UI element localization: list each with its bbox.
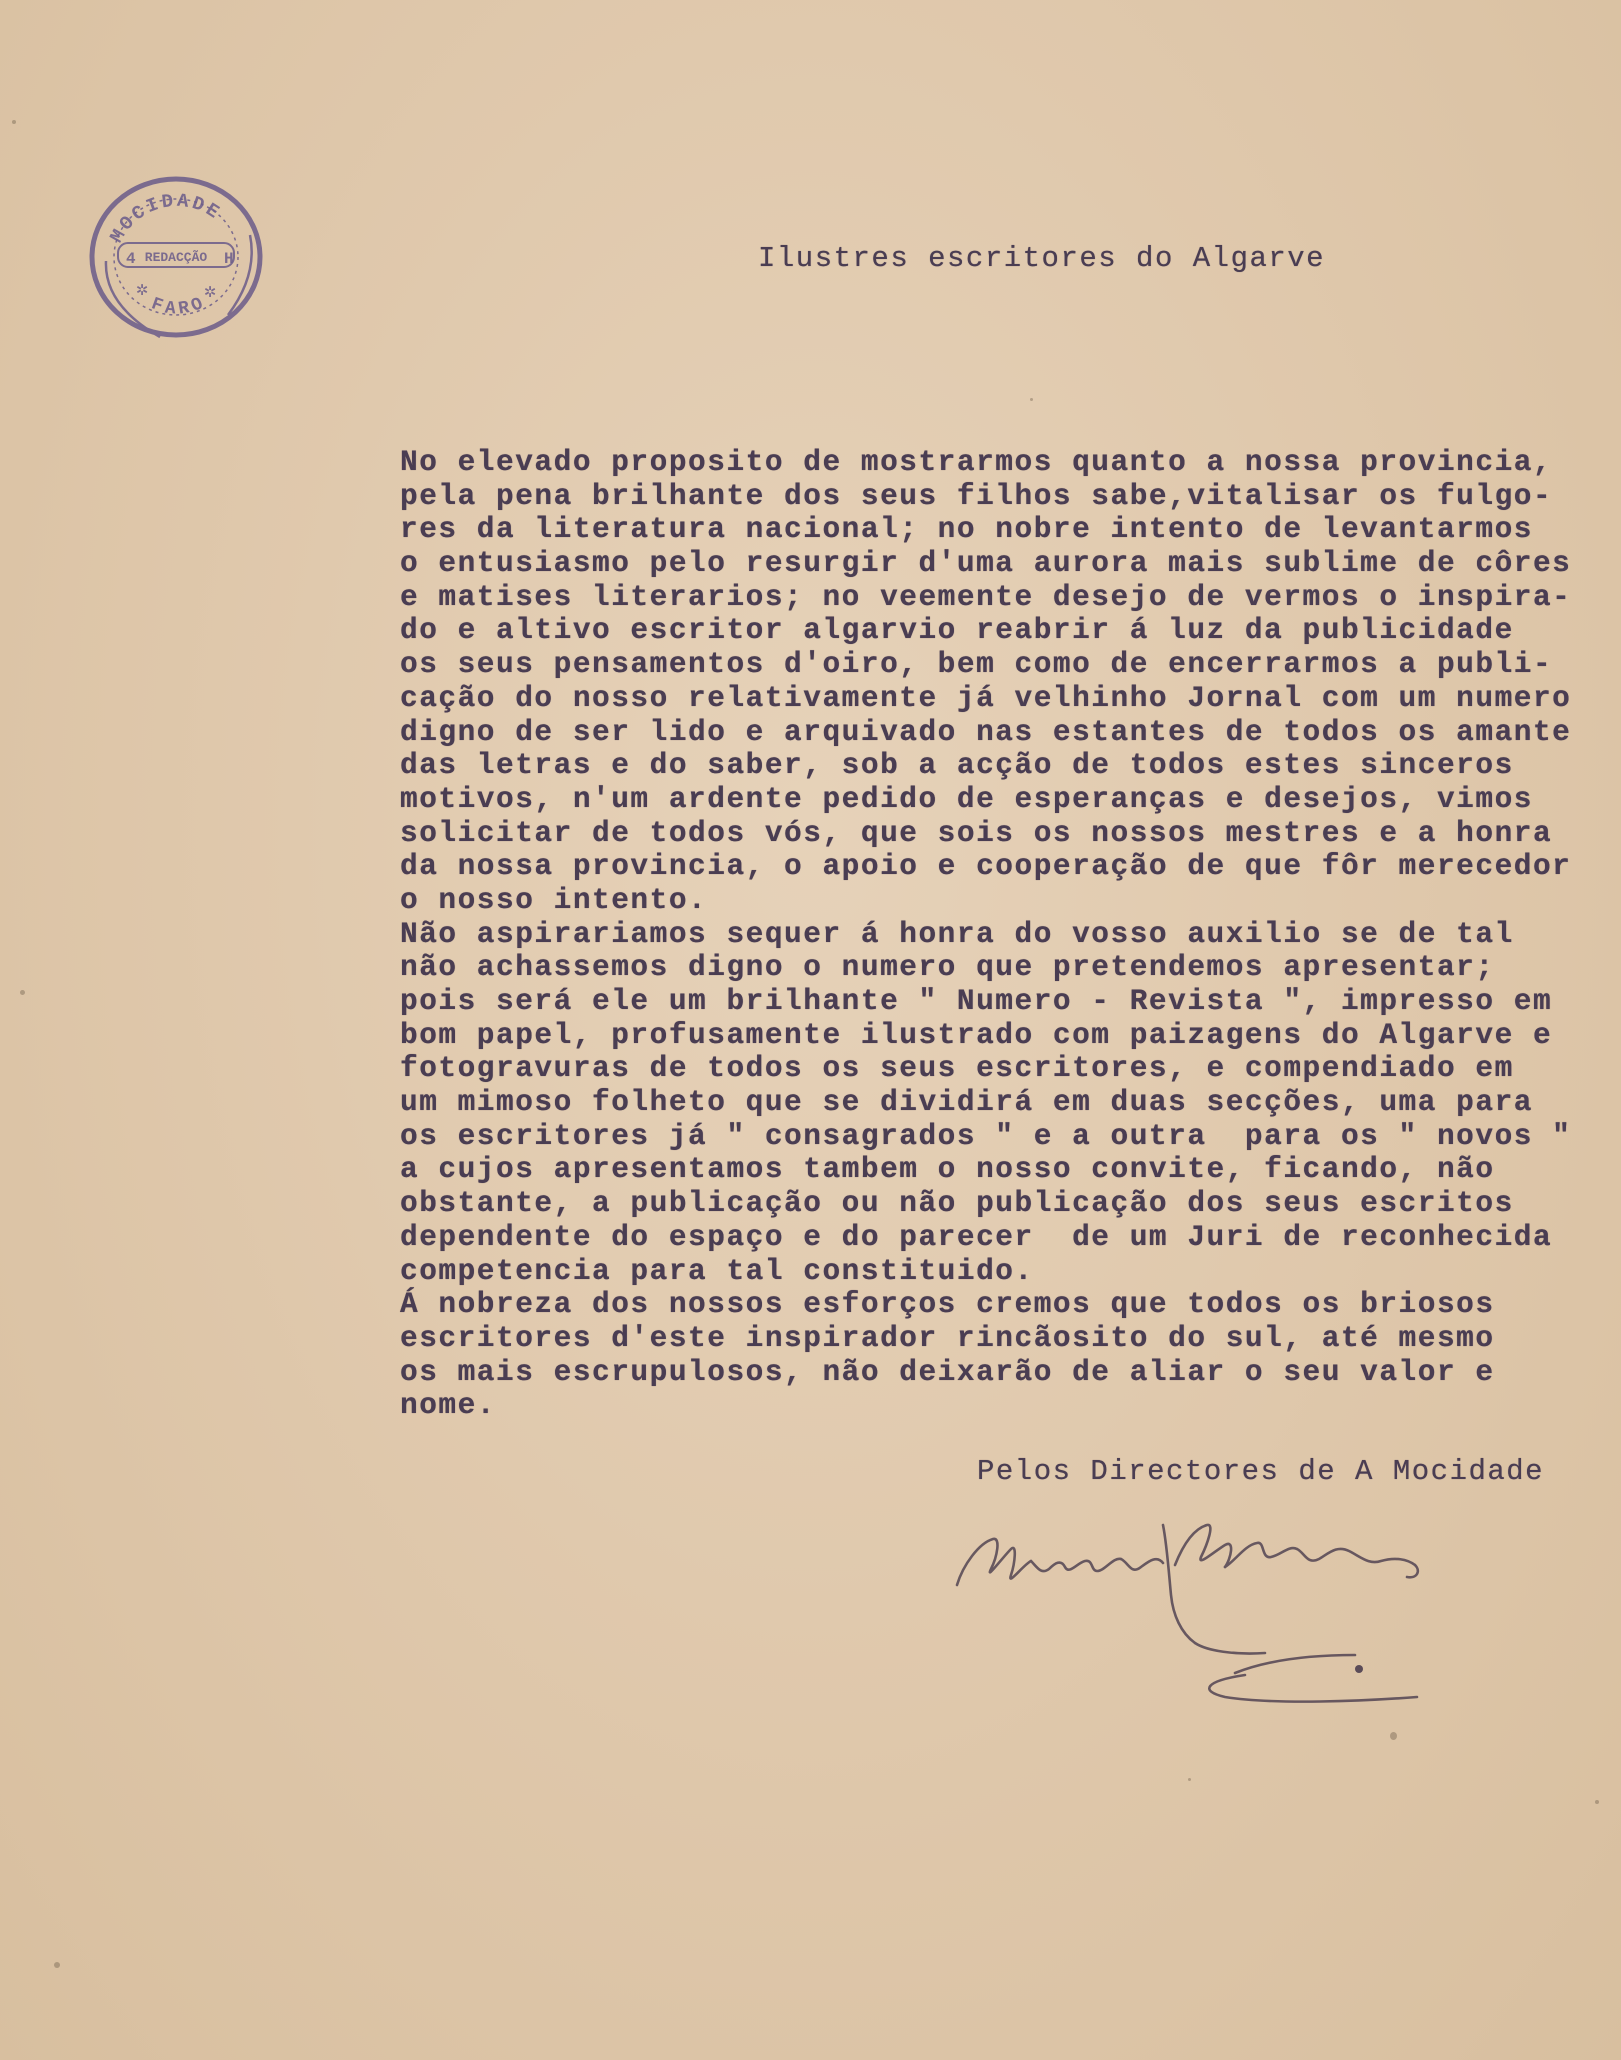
body-line: pela pena brilhante dos seus filhos sabe,vitalisar os fulgo- <box>400 478 1553 513</box>
svg-text:FARO: FARO <box>148 292 210 320</box>
body-line: No elevado proposito de mostrarmos quanto a nossa provincia, <box>400 445 1553 479</box>
body-line: solicitar de todos vós, que sois os nossos mestres e a honra <box>400 815 1553 850</box>
body-line: bom papel, profusamente ilustrado com paizagens do Algarve e <box>400 1017 1553 1052</box>
body-line: os escritores já " consagrados " e a outra para os " novos " <box>400 1118 1572 1153</box>
paper-speck <box>1595 1800 1599 1804</box>
stamp-seal-icon <box>78 165 273 345</box>
body-line: cação do nosso relativamente já velhinho Jornal com um numero <box>400 680 1572 715</box>
body-line: o nosso intento. <box>400 882 708 917</box>
paper-speck <box>20 990 25 995</box>
body-line: obstante, a publicação ou não publicação dos seus escritos <box>400 1186 1514 1221</box>
paper-speck <box>54 1962 60 1968</box>
letter-closing: Pelos Directores de A Mocidade <box>977 1455 1545 1488</box>
svg-text:REDACÇÃO: REDACÇÃO <box>144 250 208 265</box>
svg-text:✲: ✲ <box>204 281 217 304</box>
body-line: o entusiasmo pelo resurgir d'uma aurora mais sublime de côres <box>400 546 1572 581</box>
body-line: e matises literarios; no veemente desejo de vermos o inspira- <box>400 579 1572 614</box>
body-line: competencia para tal constituido. <box>400 1253 1034 1288</box>
body-line: escritores d'este inspirador rincãosito do sul, até mesmo <box>400 1320 1495 1355</box>
body-line: não achassemos digno o numero que pretendemos apresentar; <box>400 950 1495 985</box>
body-line: dependente do espaço e do parecer de um Juri de reconhecida <box>400 1219 1553 1254</box>
body-line: os seus pensamentos d'oiro, bem como de encerrarmos a publi- <box>400 647 1553 682</box>
paper-speck <box>1390 1732 1397 1740</box>
letter-salutation: Ilustres escritores do Algarve <box>758 242 1326 275</box>
body-line: res da literatura nacional; no nobre intento de levantarmos <box>400 512 1533 547</box>
svg-text:✲: ✲ <box>136 279 149 302</box>
body-line: nome. <box>400 1388 497 1423</box>
body-line: os mais escrupulosos, não deixarão de aliar o seu valor e <box>400 1354 1495 1389</box>
svg-text:MOCIDADE: MOCIDADE <box>105 189 226 247</box>
body-line: motivos, n'um ardente pedido de esperanças e desejos, vimos <box>400 781 1533 816</box>
body-line: a cujos apresentamos tambem o nosso convite, ficando, não <box>400 1152 1495 1187</box>
paper-speck <box>1188 1778 1191 1781</box>
body-line: Não aspirariamos sequer á honra do vosso auxilio se de tal <box>400 916 1514 951</box>
paper-speck <box>12 120 16 124</box>
body-line: Á nobreza dos nossos esforços cremos que todos os briosos <box>400 1287 1495 1322</box>
svg-text:H: H <box>224 250 234 268</box>
body-line: das letras e do saber, sob a acção de todos estes sinceros <box>400 748 1514 783</box>
paper-speck <box>1030 398 1033 401</box>
handwritten-signature <box>945 1505 1485 1705</box>
mocidade-redaccao-stamp <box>78 165 273 345</box>
signature-icon <box>945 1505 1485 1705</box>
body-line: fotogravuras de todos os seus escritores, e compendiado em <box>400 1051 1514 1086</box>
letter-body <box>400 446 1621 1423</box>
body-line: do e altivo escritor algarvio reabrir á luz da publicidade <box>400 613 1514 648</box>
svg-text:4: 4 <box>126 250 136 268</box>
body-line: da nossa provincia, o apoio e cooperação de que fôr merecedor <box>400 849 1572 884</box>
body-line: pois será ele um brilhante " Numero - Revista ", impresso em <box>400 984 1553 1018</box>
body-line: um mimoso folheto que se dividirá em duas secções, uma para <box>400 1085 1533 1120</box>
body-line: digno de ser lido e arquivado nas estantes de todos os amante <box>400 714 1572 749</box>
